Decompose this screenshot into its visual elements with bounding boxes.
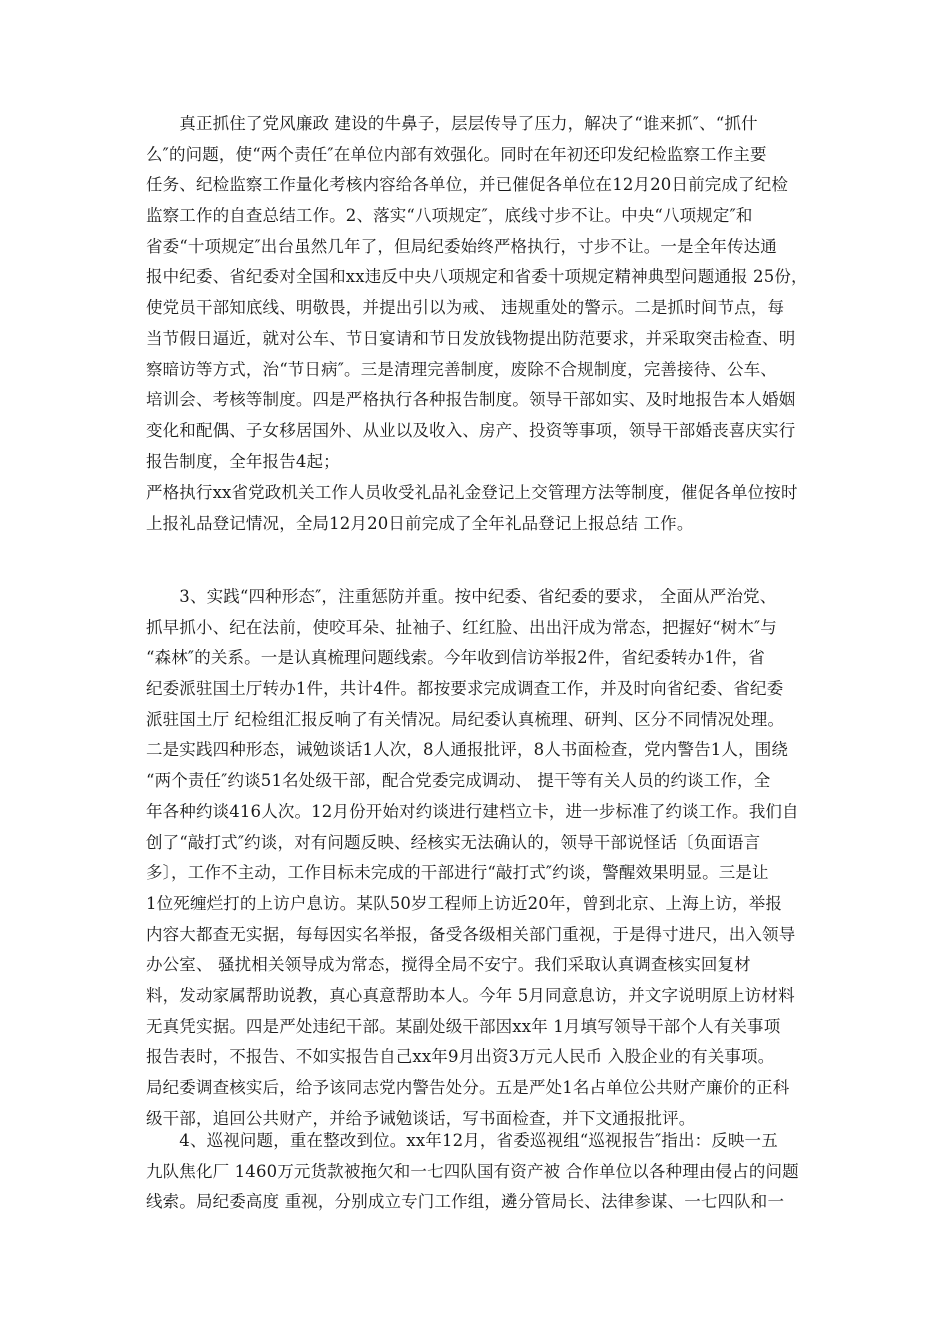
text-line: 变化和配偶、子女移居国外、从业以及收入、房产、投资等事项，领导干部婚丧喜庆实行 xyxy=(146,420,796,440)
text-line: 真正抓住了党风廉政 建设的牛鼻子，层层传导了压力，解决了“谁来抓″、“抓什 xyxy=(146,114,758,133)
text-line: 报中纪委、省纪委对全国和xx违反中央八项规定和省委十项规定精神典型问题通报 25份， xyxy=(146,267,808,287)
paragraph-gift-registration xyxy=(146,478,806,539)
text-line: 九队焦化厂 1460万元货款被拖欠和一七四队国有资产被 合作单位以各种理由侵占的问题 xyxy=(146,1161,799,1181)
text-line: 当节假日逼近，就对公车、节日宴请和节日发放钱物提出防范要求，并采取突击检查、明 xyxy=(146,328,796,348)
text-line: 培训会、考核等制度。四是严格执行各种报告制度。领导干部如实、及时地报告本人婚姻 xyxy=(146,390,796,410)
paragraph-four-forms xyxy=(146,582,806,1134)
paragraph-eight-rules xyxy=(146,109,806,477)
text-line: 1位死缠烂打的上访户息访。某队50岁工程师上访近20年，曾到北京、上海上访，举报 xyxy=(146,893,782,913)
text-line: 察暗访等方式，治“节日病″。三是清理完善制度，废除不合规制度，完善接待、公车、 xyxy=(146,359,777,379)
text-line: 监察工作的自查总结工作。2、落实“八项规定″，底线寸步不让。中央“八项规定″和 xyxy=(146,206,753,226)
text-line: 局纪委调查核实后，给予该同志党内警告处分。五是严处1名占单位公共财产廉价的正科 xyxy=(146,1078,790,1097)
text-line: 省委“十项规定″出台虽然几年了，但局纪委始终严格执行，寸步不让。一是全年传达通 xyxy=(146,236,777,256)
text-line: 派驻国土厅 纪检组汇报反响了有关情况。局纪委认真梳理、研判、区分不同情况处理。 xyxy=(146,709,785,729)
text-line: 报告制度，全年报告4起； xyxy=(146,451,340,471)
text-line: 严格执行xx省党政机关工作人员收受礼品礼金登记上交管理方法等制度，催促各单位按时 xyxy=(146,483,798,502)
text-line: 创了“敲打式″约谈，对有问题反映、经核实无法确认的，领导干部说怪话〔负面语言 xyxy=(146,832,761,852)
text-line: 纪委派驻国土厅转办1件，共计4件。都按要求完成调查工作，并及时向省纪委、省纪委 xyxy=(146,679,784,699)
text-line: 任务、纪检监察工作量化考核内容给各单位，并已催促各单位在12月20日前完成了纪检 xyxy=(146,175,788,195)
text-line: 线索。局纪委高度 重视，分别成立专门工作组，遴分管局长、法律参谋、一七四队和一 xyxy=(146,1192,785,1212)
text-line: “森林″的关系。一是认真梳理问题线索。今年收到信访举报2件，省纪委转办1件，省 xyxy=(146,648,765,668)
text-line: 么″的问题，使“两个责任″在单位内部有效强化。同时在年初还印发纪检监察工作主要 xyxy=(146,144,767,164)
text-line: 二是实践四种形态，诫勉谈话1人次，8人通报批评，8人书面检查，党内警告1人，围绕 xyxy=(146,740,788,760)
text-line: “两个责任″约谈51名处级干部，配合党委完成调动、 提干等有关人员的约谈工作，全 xyxy=(146,771,771,791)
text-line: 使党员干部知底线、明敬畏，并提出引以为戒、 违规重处的警示。二是抓时间节点，每 xyxy=(146,298,785,318)
text-line: 上报礼品登记情况，全局12月20日前完成了全年礼品登记上报总结 工作。 xyxy=(146,513,694,533)
text-line: 内容大都查无实据，每每因实名举报，备受各级相关部门重视，于是得寸进尺，出入领导 xyxy=(146,924,796,944)
text-line: 年各种约谈416人次。12月份开始对约谈进行建档立卡，进一步标准了约谈工作。我们自 xyxy=(146,801,799,821)
text-line: 多〕，工作不主动，工作目标未完成的干部进行“敲打式″约谈，警醒效果明显。三是让 xyxy=(146,863,769,883)
text-line: 3、实践“四种形态″，注重惩防并重。按中纪委、省纪委的要求， 全面从严治党、 xyxy=(146,587,777,606)
text-line: 级干部，追回公共财产，并给予诫勉谈话，写书面检查，并下文通报批评。 xyxy=(146,1108,696,1128)
text-line: 报告表时，不报告、不如实报告自己xx年9月出资3万元人民币 入股企业的有关事项。 xyxy=(146,1047,775,1067)
paragraph-inspection-issues xyxy=(146,1126,806,1218)
text-line: 料，发动家属帮助说教，真心真意帮助本人。今年 5月同意息访，并文字说明原上访材料 xyxy=(146,985,795,1005)
text-line: 4、巡视问题，重在整改到位。xx年12月，省委巡视组“巡视报告″指出：反映一五 xyxy=(146,1131,778,1150)
text-line: 无真凭实据。四是严处违纪干部。某副处级干部因xx年 1月填写领导干部个人有关事项 xyxy=(146,1016,781,1036)
text-line: 办公室、 骚扰相关领导成为常态，搅得全局不安宁。我们采取认真调查核实回复材 xyxy=(146,955,751,975)
text-line: 抓早抓小、纪在法前，使咬耳朵、扯袖子、红红脸、出出汗成为常态，把握好“树木″与 xyxy=(146,617,777,637)
